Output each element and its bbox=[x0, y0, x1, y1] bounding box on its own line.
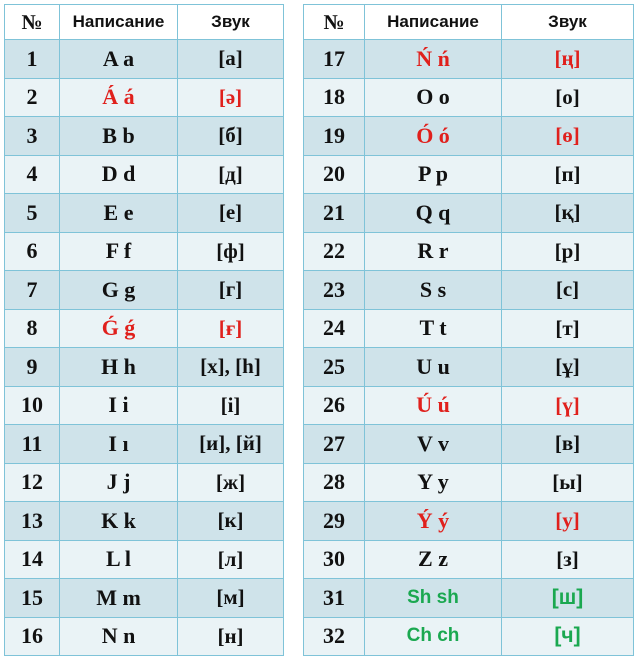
header-sound: Звук bbox=[502, 5, 634, 40]
letter-number: 30 bbox=[304, 540, 365, 579]
header-spelling: Написание bbox=[365, 5, 502, 40]
header-row bbox=[304, 5, 634, 40]
letter-spelling: Ǵ ǵ bbox=[60, 309, 178, 348]
table-row bbox=[304, 348, 634, 387]
letter-sound: [а] bbox=[178, 40, 284, 79]
letter-sound: [с] bbox=[502, 271, 634, 310]
table-row bbox=[304, 502, 634, 541]
letter-number: 27 bbox=[304, 425, 365, 464]
letter-number: 5 bbox=[5, 194, 60, 233]
letter-number: 11 bbox=[5, 425, 60, 464]
letter-sound: [б] bbox=[178, 117, 284, 156]
letter-number: 7 bbox=[5, 271, 60, 310]
letter-spelling: G g bbox=[60, 271, 178, 310]
table-row bbox=[5, 117, 284, 156]
letter-sound: [н] bbox=[178, 617, 284, 656]
table-row bbox=[304, 617, 634, 656]
letter-spelling: T t bbox=[365, 309, 502, 348]
table-row bbox=[304, 232, 634, 271]
letter-number: 8 bbox=[5, 309, 60, 348]
letter-spelling: H h bbox=[60, 348, 178, 387]
table-row bbox=[304, 40, 634, 79]
letter-number: 20 bbox=[304, 155, 365, 194]
letter-number: 9 bbox=[5, 348, 60, 387]
header-number: № bbox=[304, 5, 365, 40]
table-body-right bbox=[304, 40, 634, 656]
letter-spelling: Y y bbox=[365, 463, 502, 502]
letter-spelling: Ó ó bbox=[365, 117, 502, 156]
letter-sound: [х], [h] bbox=[178, 348, 284, 387]
alphabet-table-right bbox=[303, 4, 634, 656]
table-row bbox=[5, 463, 284, 502]
letter-sound: [ф] bbox=[178, 232, 284, 271]
letter-spelling: S s bbox=[365, 271, 502, 310]
letter-sound: [д] bbox=[178, 155, 284, 194]
table-row bbox=[304, 540, 634, 579]
table-row bbox=[5, 617, 284, 656]
table-row bbox=[5, 425, 284, 464]
letter-sound: [ү] bbox=[502, 386, 634, 425]
letter-sound: [о] bbox=[502, 78, 634, 117]
letter-sound: [г] bbox=[178, 271, 284, 310]
letter-spelling: Q q bbox=[365, 194, 502, 233]
header-spelling: Написание bbox=[60, 5, 178, 40]
letter-number: 26 bbox=[304, 386, 365, 425]
letter-spelling: J j bbox=[60, 463, 178, 502]
table-row bbox=[304, 155, 634, 194]
letter-spelling: Ý ý bbox=[365, 502, 502, 541]
letter-number: 28 bbox=[304, 463, 365, 502]
letter-sound: [ә] bbox=[178, 78, 284, 117]
letter-number: 17 bbox=[304, 40, 365, 79]
table-row bbox=[5, 232, 284, 271]
letter-sound: [ө] bbox=[502, 117, 634, 156]
letter-spelling: Sh sh bbox=[365, 579, 502, 618]
letter-sound: [ч] bbox=[502, 617, 634, 656]
letter-sound: [в] bbox=[502, 425, 634, 464]
table-row bbox=[304, 579, 634, 618]
letter-spelling: O o bbox=[365, 78, 502, 117]
table-row bbox=[304, 194, 634, 233]
letter-spelling: D d bbox=[60, 155, 178, 194]
letter-spelling: I i bbox=[60, 386, 178, 425]
table-row bbox=[5, 40, 284, 79]
letter-number: 29 bbox=[304, 502, 365, 541]
letter-spelling: U u bbox=[365, 348, 502, 387]
letter-number: 14 bbox=[5, 540, 60, 579]
letter-number: 31 bbox=[304, 579, 365, 618]
table-row bbox=[304, 117, 634, 156]
letter-spelling: B b bbox=[60, 117, 178, 156]
table-row bbox=[5, 502, 284, 541]
letter-number: 1 bbox=[5, 40, 60, 79]
table-row bbox=[5, 78, 284, 117]
table-row bbox=[5, 348, 284, 387]
header-sound: Звук bbox=[178, 5, 284, 40]
letter-sound: [у] bbox=[502, 502, 634, 541]
letter-spelling: A a bbox=[60, 40, 178, 79]
header-number: № bbox=[5, 5, 60, 40]
letter-sound: [и], [й] bbox=[178, 425, 284, 464]
letter-sound: [ғ] bbox=[178, 309, 284, 348]
letter-number: 23 bbox=[304, 271, 365, 310]
letter-spelling: Ń ń bbox=[365, 40, 502, 79]
letter-number: 32 bbox=[304, 617, 365, 656]
table-row bbox=[5, 540, 284, 579]
table-row bbox=[304, 309, 634, 348]
letter-number: 25 bbox=[304, 348, 365, 387]
table-row bbox=[304, 386, 634, 425]
letter-sound: [ж] bbox=[178, 463, 284, 502]
letter-sound: [з] bbox=[502, 540, 634, 579]
letter-spelling: R r bbox=[365, 232, 502, 271]
table-row bbox=[5, 579, 284, 618]
letter-number: 6 bbox=[5, 232, 60, 271]
letter-number: 10 bbox=[5, 386, 60, 425]
table-row bbox=[5, 386, 284, 425]
letter-spelling: L l bbox=[60, 540, 178, 579]
letter-sound: [м] bbox=[178, 579, 284, 618]
table-row bbox=[5, 155, 284, 194]
letter-number: 2 bbox=[5, 78, 60, 117]
letter-spelling: F f bbox=[60, 232, 178, 271]
letter-number: 21 bbox=[304, 194, 365, 233]
letter-number: 22 bbox=[304, 232, 365, 271]
letter-sound: [е] bbox=[178, 194, 284, 233]
letter-sound: [ң] bbox=[502, 40, 634, 79]
letter-spelling: Ch ch bbox=[365, 617, 502, 656]
letter-number: 12 bbox=[5, 463, 60, 502]
table-row bbox=[5, 194, 284, 233]
letter-number: 24 bbox=[304, 309, 365, 348]
letter-number: 18 bbox=[304, 78, 365, 117]
table-body-left bbox=[5, 40, 284, 656]
alphabet-table-left bbox=[4, 4, 284, 656]
letter-sound: [п] bbox=[502, 155, 634, 194]
letter-number: 16 bbox=[5, 617, 60, 656]
table-row bbox=[5, 309, 284, 348]
letter-spelling: V v bbox=[365, 425, 502, 464]
letter-spelling: M m bbox=[60, 579, 178, 618]
table-row bbox=[304, 78, 634, 117]
letter-sound: [ш] bbox=[502, 579, 634, 618]
table-row bbox=[304, 425, 634, 464]
letter-spelling: E e bbox=[60, 194, 178, 233]
table-row bbox=[5, 271, 284, 310]
letter-sound: [р] bbox=[502, 232, 634, 271]
letter-spelling: K k bbox=[60, 502, 178, 541]
letter-spelling: P p bbox=[365, 155, 502, 194]
letter-spelling: N n bbox=[60, 617, 178, 656]
letter-spelling: Z z bbox=[365, 540, 502, 579]
letter-sound: [к] bbox=[178, 502, 284, 541]
letter-number: 15 bbox=[5, 579, 60, 618]
letter-spelling: Á á bbox=[60, 78, 178, 117]
letter-sound: [і] bbox=[178, 386, 284, 425]
table-row bbox=[304, 463, 634, 502]
letter-sound: [ұ] bbox=[502, 348, 634, 387]
letter-number: 13 bbox=[5, 502, 60, 541]
letter-sound: [л] bbox=[178, 540, 284, 579]
table-row bbox=[304, 271, 634, 310]
letter-sound: [қ] bbox=[502, 194, 634, 233]
letter-sound: [ы] bbox=[502, 463, 634, 502]
letter-spelling: I ı bbox=[60, 425, 178, 464]
letter-number: 19 bbox=[304, 117, 365, 156]
letter-number: 3 bbox=[5, 117, 60, 156]
letter-sound: [т] bbox=[502, 309, 634, 348]
header-row bbox=[5, 5, 284, 40]
letter-number: 4 bbox=[5, 155, 60, 194]
letter-spelling: Ú ú bbox=[365, 386, 502, 425]
